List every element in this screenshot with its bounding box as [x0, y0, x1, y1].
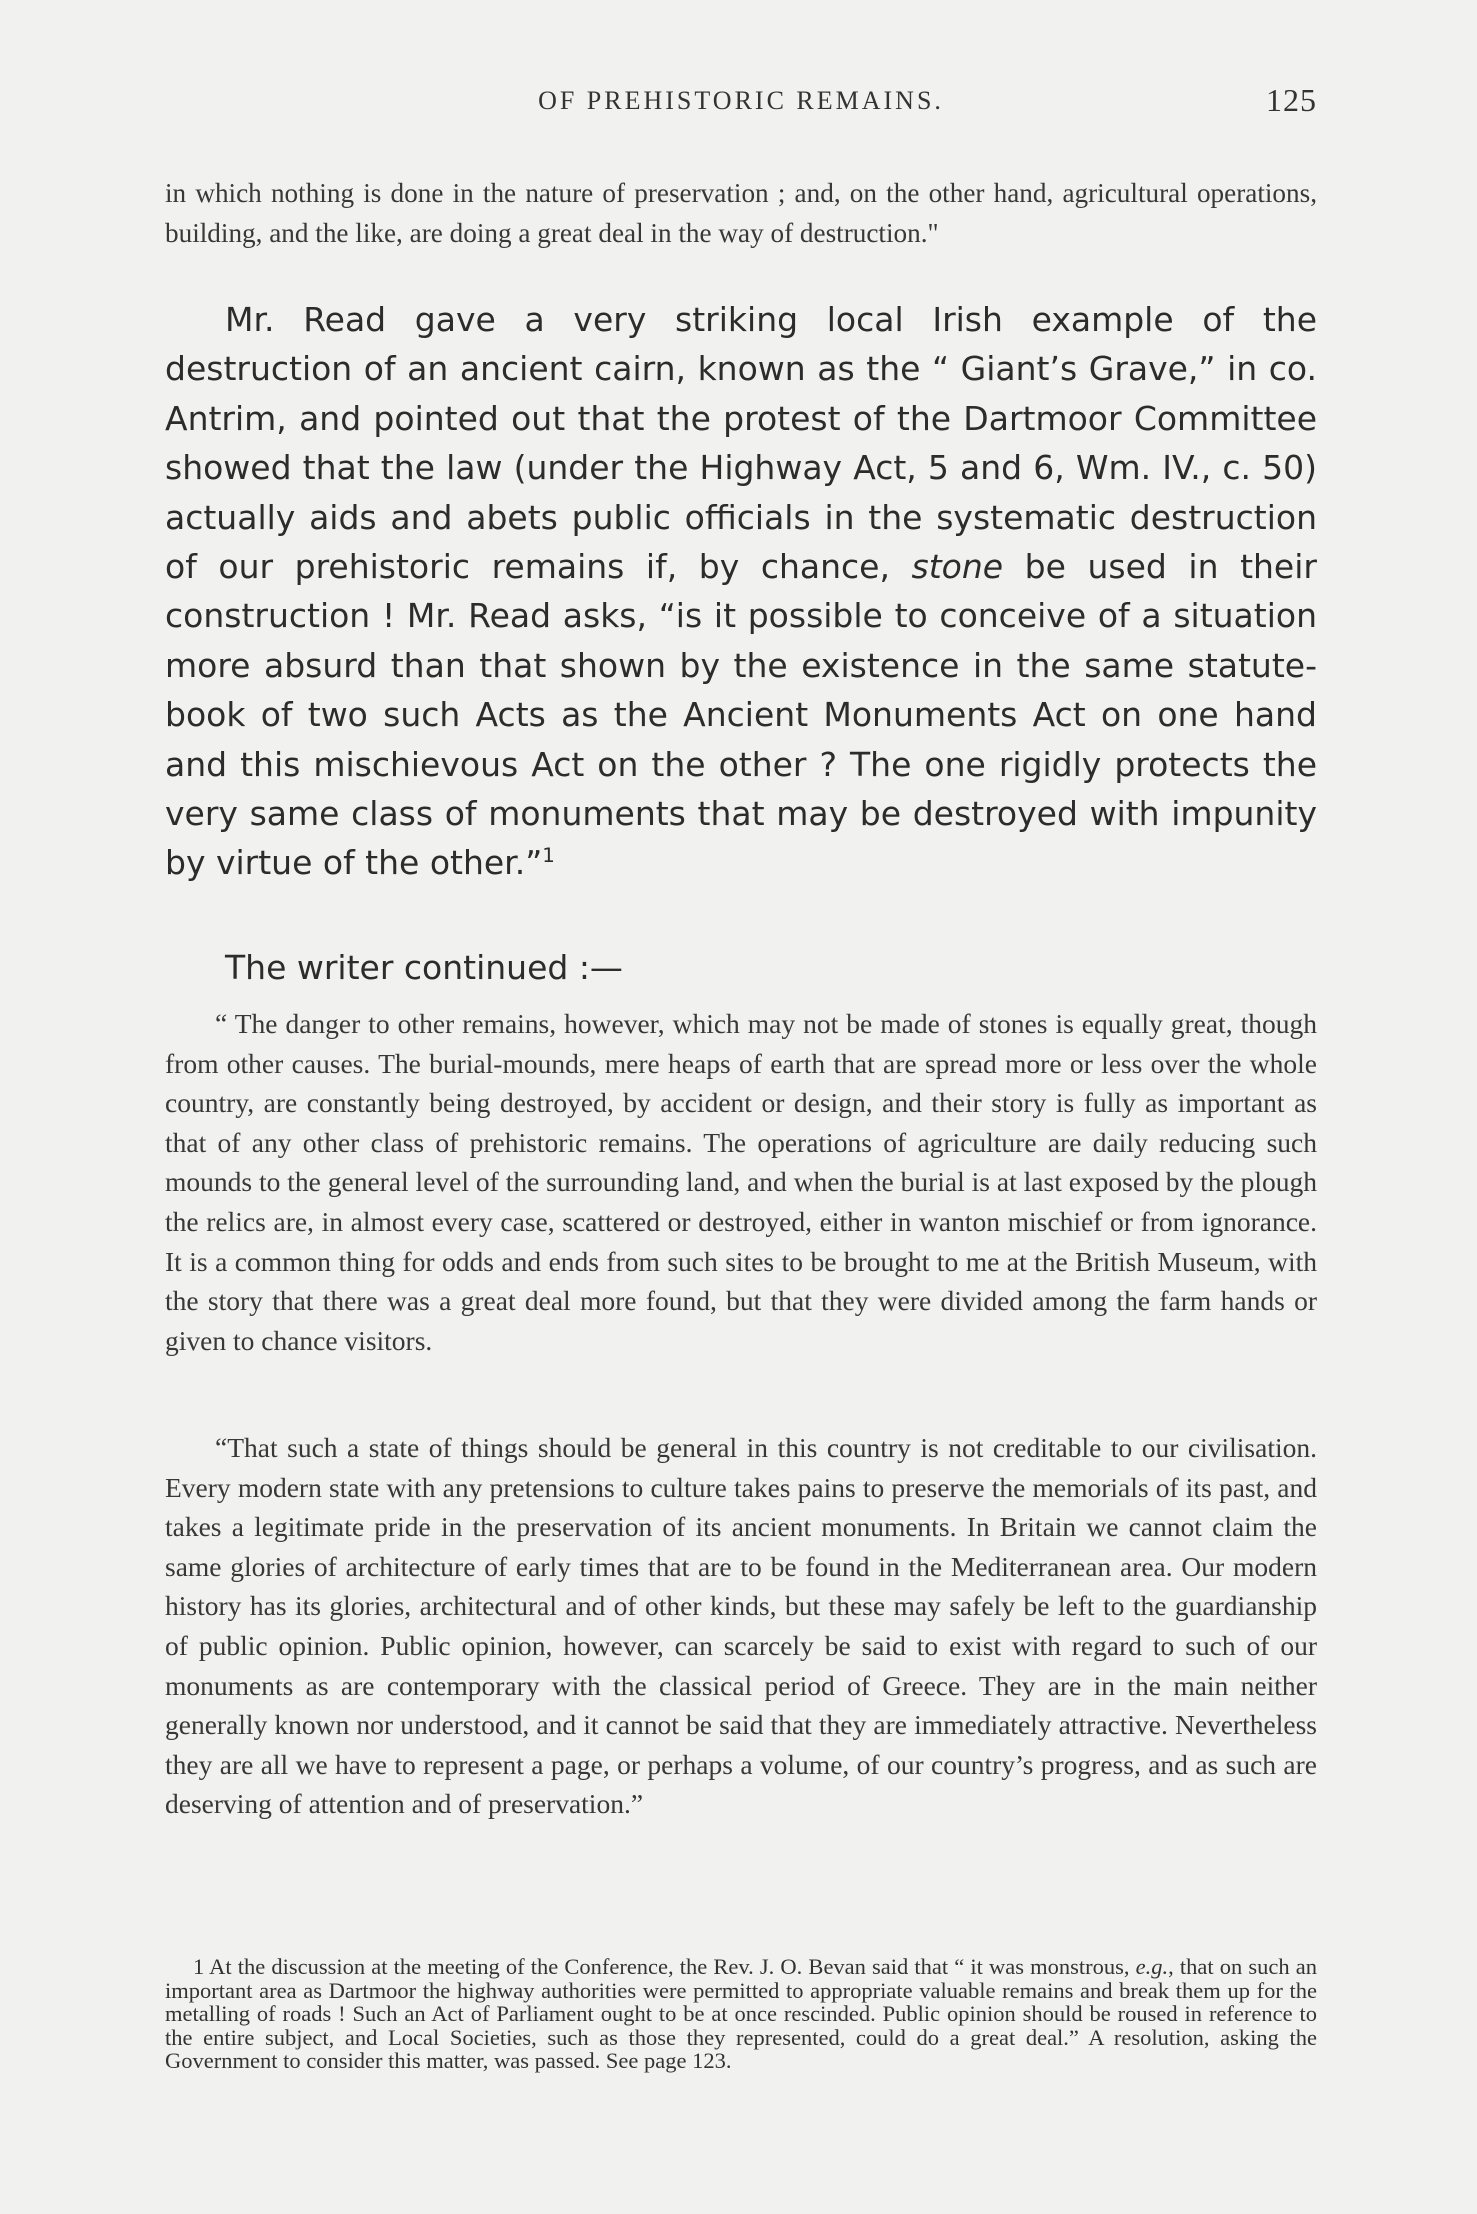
footnote-ref: 1 — [542, 844, 555, 868]
paragraph-2-italic: stone — [911, 547, 1004, 587]
main-paragraph — [165, 295, 1317, 888]
footnote-number: 1 — [193, 1954, 205, 1979]
footnote-text-b: , that on such an important area as Dartmoor the highway authorities were permitted to appropriate valuable remains and break them up for the metalling of roads ! Such an Act of Parliament ought to be at once rescinded. Public opinion should be roused in reference to the entire subject, and Local Societies, such as those they represented, could do a great deal.” A resolution, asking the Government to consider this matter, was passed. See page 123. — [165, 1954, 1318, 2074]
transition-paragraph — [165, 943, 1317, 992]
paragraph-2 — [165, 295, 1317, 888]
paragraph-1: in which nothing is done in the nature of preservation ; and, on the other hand, agricultural operations, building, and the like, are doing a great deal in the way of destruction." — [165, 178, 1317, 248]
footnote — [165, 1955, 1317, 2073]
paragraph-2-text-b: be used in their construction ! Mr. Read asks, “is it possible to conceive of a situation more absurd than that shown by the existence in the same statute-book of two such Acts as the Ancient Monuments Act on one hand and this mischievous Act on the other ? The one rigidly protects the very same class of monuments that may be destroyed with impunity by virtue of the other.” — [165, 547, 1317, 883]
opening-quote-continuation — [165, 174, 1317, 253]
paragraph-3: The writer continued :— — [225, 948, 623, 987]
quote-paragraph-2: “That such a state of things should be general in this country is not creditable to our civilisation. Every modern state with any pretensions to culture takes pains to preserve the memorials of its past, and takes a legitimate pride in the preservation of its ancient monuments. In Britain we cannot claim the same glories of architecture of early times that are to be found in the Mediterranean area. Our modern history has its glories, architectural and of other kinds, but these may safely be left to the guardianship of public opinion. Public opinion, however, can scarcely be said to exist with regard to such of our monuments as are contemporary with the classical period of Greece. They are in the main neither generally known nor understood, and it cannot be said that they are immediately attractive. Nevertheless they are all we have to represent a page, or perhaps a volume, of our country’s progress, and as such are deserving of attention and of preservation.” — [165, 1432, 1317, 1820]
footnote-text — [165, 1955, 1317, 2073]
running-head — [165, 82, 1317, 126]
running-title: OF PREHISTORIC REMAINS. — [538, 86, 944, 115]
paragraph-2-text-a: Mr. Read gave a very striking local Irish example of the destruction of an ancient cairn, known as the “ Giant’s Grave,” in co. Antrim, and pointed out that the protest of the Dartmoor Committee showed that the law (under the Highway Act, 5 and 6, Wm. IV., c. 50) actually aids and abets public officials in the systematic destruction of our prehistoric remains if, by chance, — [165, 300, 1317, 587]
footnote-italic: e.g. — [1135, 1954, 1169, 1979]
footnote-text-a: At the discussion at the meeting of the Conference, the Rev. J. O. Bevan said that “ it was monstrous, — [209, 1954, 1130, 1979]
quote-paragraph-1: “ The danger to other remains, however, which may not be made of stones is equally great, though from other causes. The burial-mounds, mere heaps of earth that are spread more or less over the whole country, are constantly being destroyed, by accident or design, and their story is fully as important as that of any other class of prehistoric remains. The operations of agriculture are daily reducing such mounds to the general level of the surrounding land, and when the burial is at last exposed by the plough the relics are, in almost every case, scattered or destroyed, either in wanton mischief or from ignorance. It is a common thing for odds and ends from such sites to be brought to me at the British Museum, with the story that there was a great deal more found, but that they were divided among the farm hands or given to chance visitors. — [165, 1008, 1317, 1356]
block-quote-1 — [165, 1004, 1317, 1360]
page-number: 125 — [1266, 82, 1317, 118]
block-quote-2 — [165, 1428, 1317, 1824]
